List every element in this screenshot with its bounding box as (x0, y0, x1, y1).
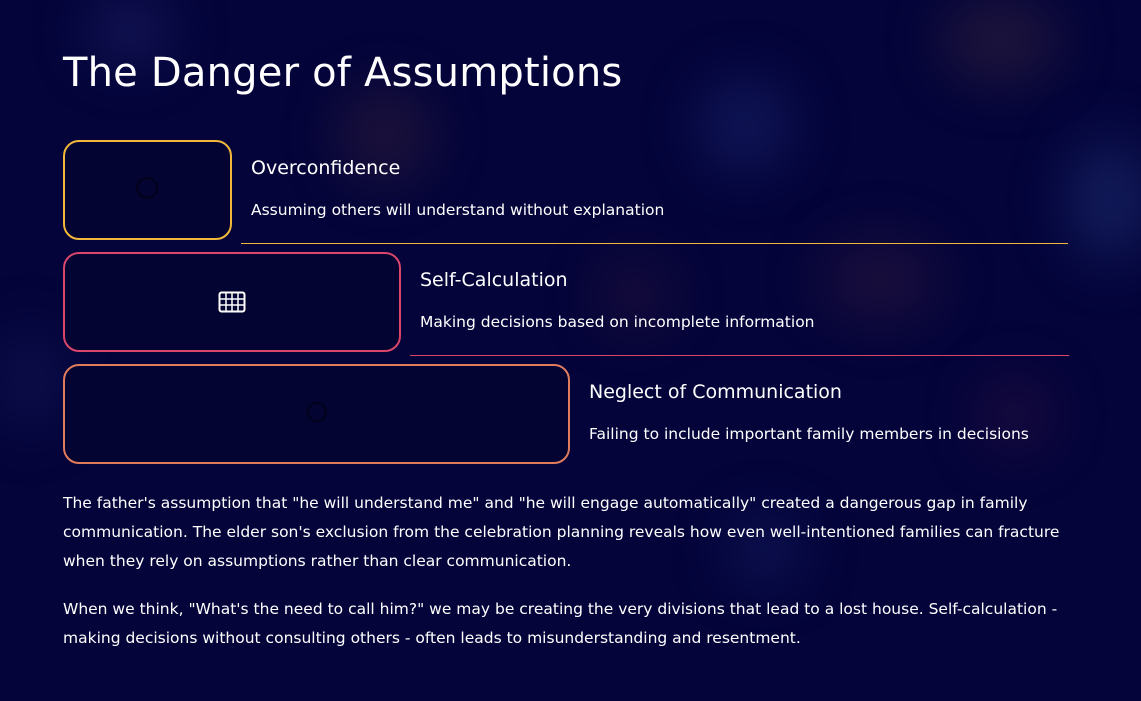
assumption-item-overconfidence (63, 140, 1068, 244)
item-divider (410, 355, 1069, 357)
item-description: Assuming others will understand without explanation (251, 201, 665, 219)
item-divider (241, 243, 1068, 245)
item-text (241, 140, 1068, 244)
item-description: Failing to include important family members in decisions (589, 425, 1029, 443)
icon-card (63, 140, 232, 240)
assumption-item-self-calculation (63, 252, 1069, 356)
item-title: Neglect of Communication (589, 381, 842, 403)
page-title: The Danger of Assumptions (63, 50, 623, 96)
content-section (63, 0, 1073, 701)
body-paragraph: When we think, "What's the need to call him?" we may be creating the very divisions that lead to a lost house. Self-calculation - making decisions without consulting others - often leads to misunderstanding and resentment. (63, 600, 1058, 647)
icon-card (63, 364, 570, 464)
circle-icon (305, 400, 329, 424)
icon-card (63, 252, 401, 352)
assumption-item-neglect-of-communication (63, 364, 1069, 468)
item-text (410, 252, 1069, 356)
item-title: Self-Calculation (420, 269, 568, 291)
calculator-icon (218, 291, 246, 313)
circle-icon (133, 174, 161, 202)
background-glow (1070, 140, 1141, 260)
item-title: Overconfidence (251, 157, 401, 179)
background-glow (0, 330, 60, 430)
item-description: Making decisions based on incomplete information (420, 313, 815, 331)
body-paragraph: The father's assumption that "he will understand me" and "he will engage automatically" created a dangerous gap in family communication. The elder son's exclusion from the celebration planning reveals how even well-intentioned families can fracture when they rely on assumptions rather than clear communication. (63, 494, 1060, 570)
item-text (579, 364, 1069, 468)
